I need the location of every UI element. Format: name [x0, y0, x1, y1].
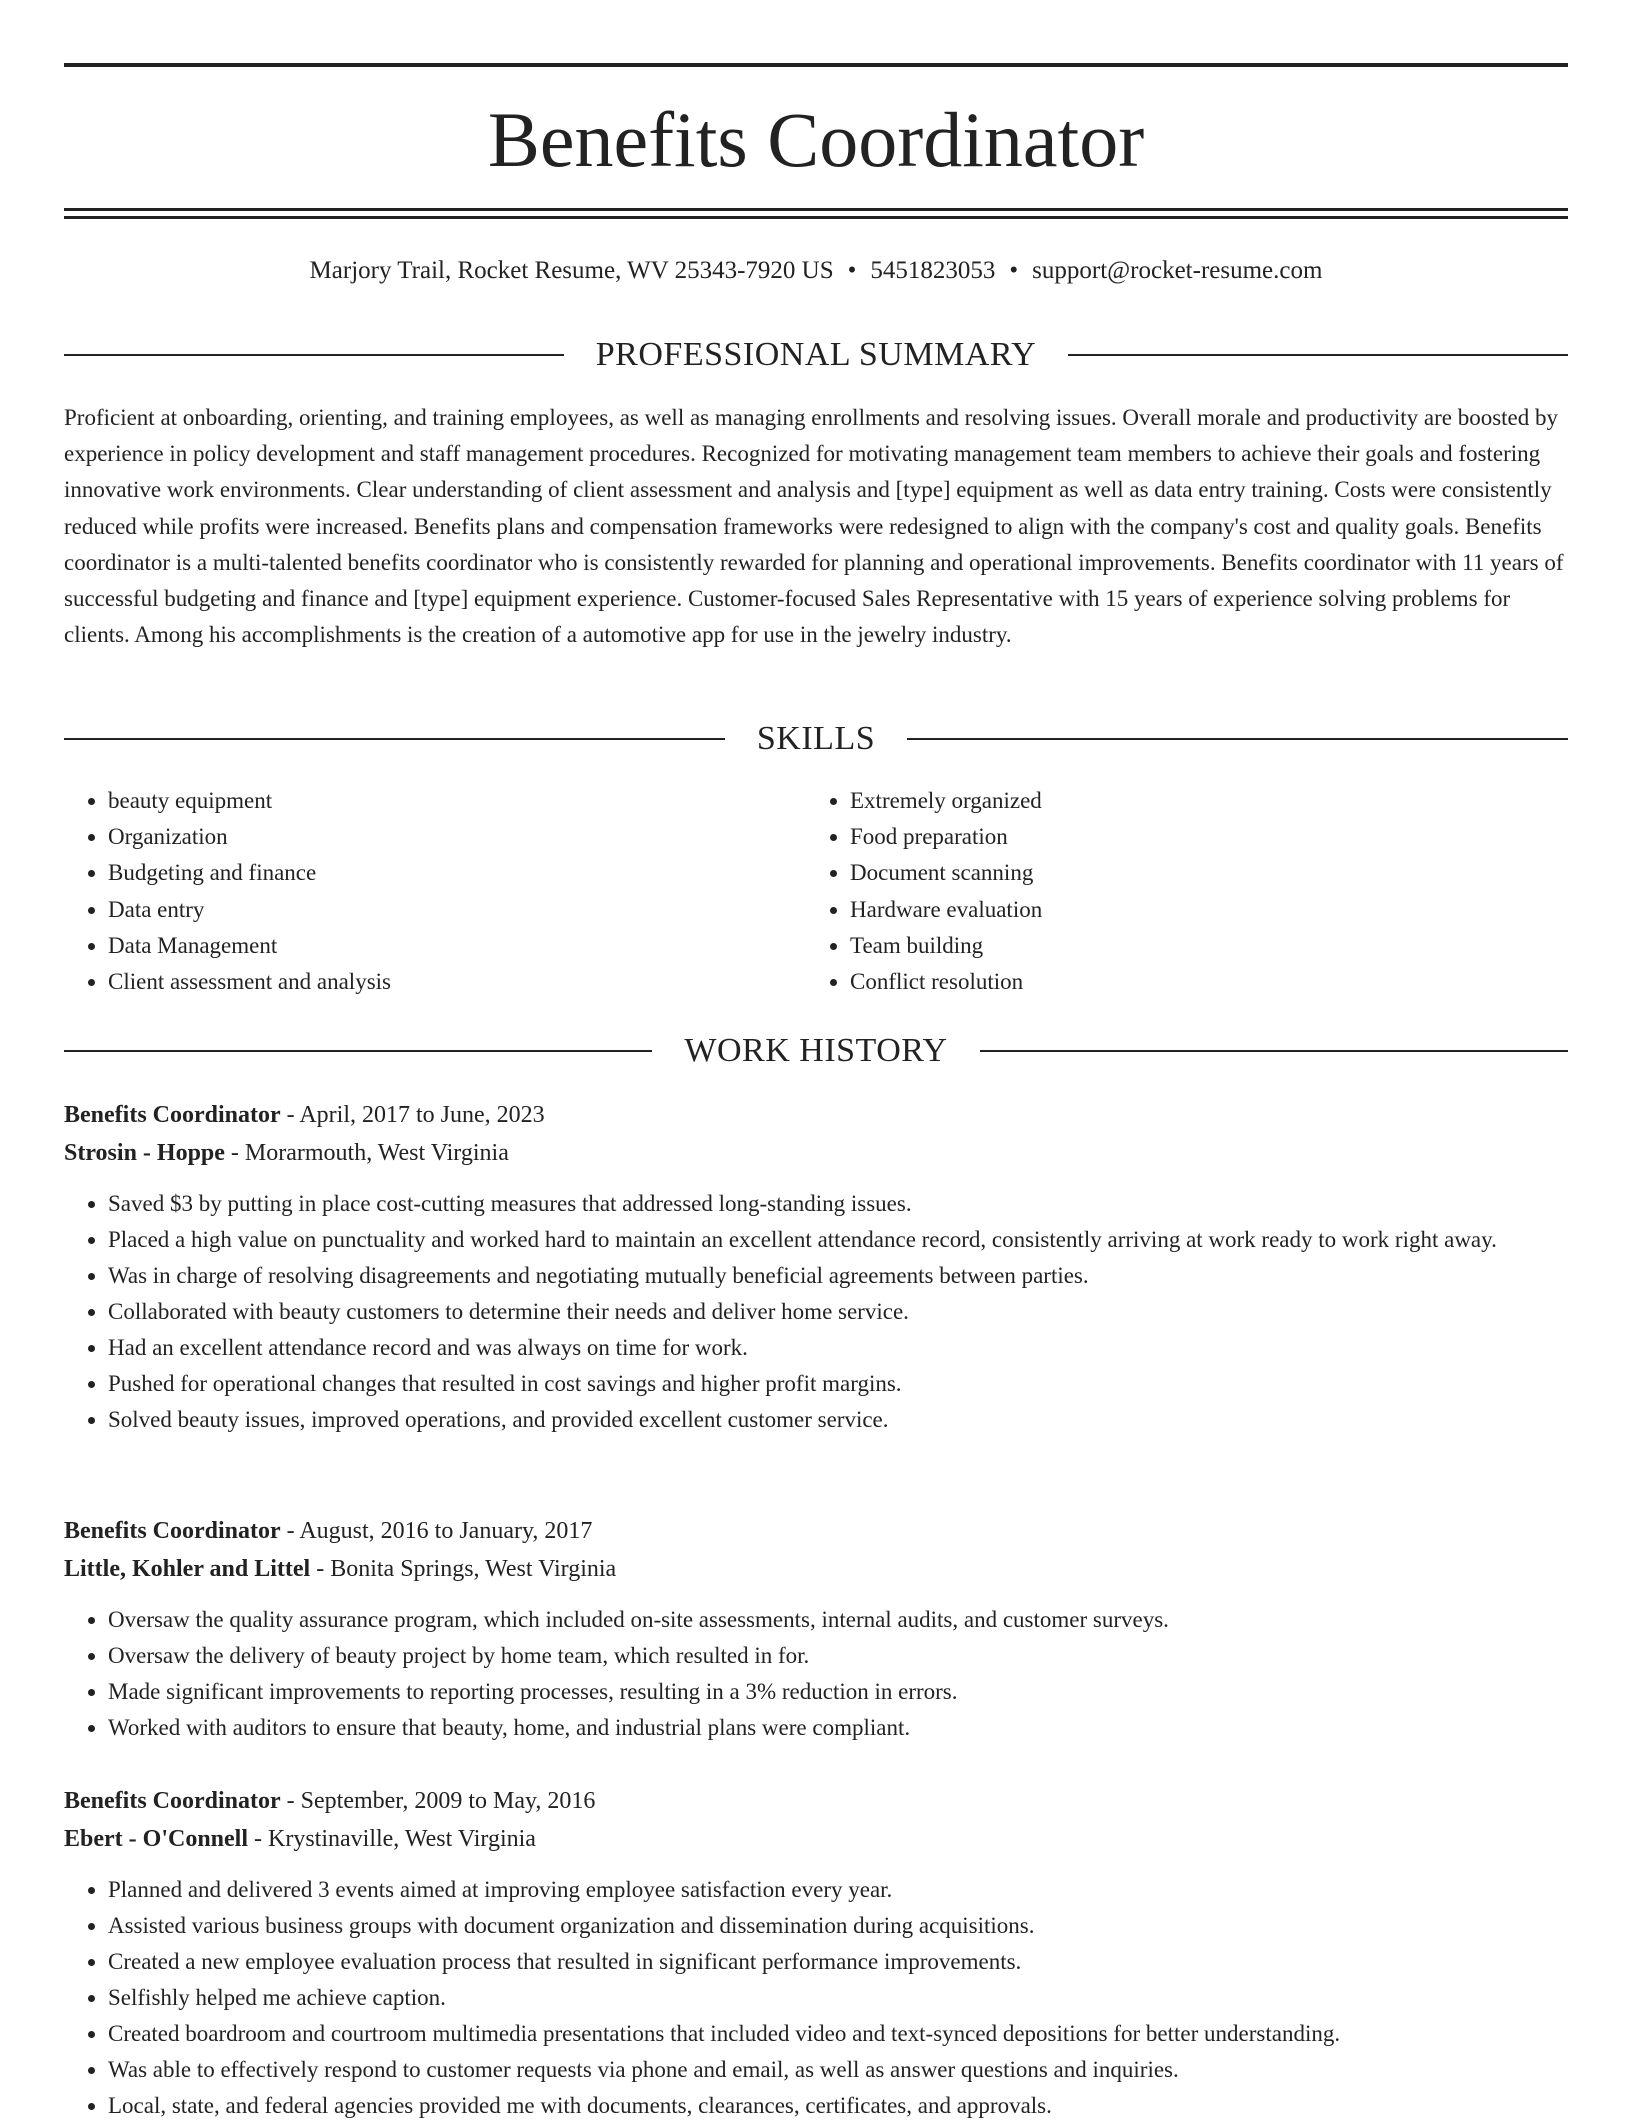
job-entry: [64, 1512, 1568, 1746]
skill-item: • Conflict resolution: [850, 964, 1566, 1000]
job-location: - Bonita Springs, West Virginia: [310, 1556, 617, 1582]
skill-item: • Data entry: [108, 892, 806, 928]
contact-line: [64, 254, 1568, 288]
job-bullet: • Made significant improvements to reporting processes, resulting in a 3% reduction in errors.: [108, 1674, 1568, 1710]
job-bullet: • Planned and delivered 3 events aimed at improving employee satisfaction every year.: [108, 1872, 1568, 1908]
skills-column-left: [64, 783, 806, 1000]
job-dates: - August, 2016 to January, 2017: [280, 1518, 593, 1544]
heading-rule-left: [64, 738, 725, 740]
skills-column-right: [806, 783, 1566, 1000]
skill-item: • Data Management: [108, 928, 806, 964]
skills-list: [64, 783, 1568, 1000]
contact-address: Marjory Trail, Rocket Resume, WV 25343-7920 US: [309, 257, 834, 284]
heading-rule-left: [64, 354, 564, 356]
job-bullet: • Selfishly helped me achieve caption.: [108, 1980, 1568, 2016]
job-title: Benefits Coordinator: [64, 1788, 281, 1814]
skill-item: • Organization: [108, 819, 806, 855]
job-company: Strosin - Hoppe: [64, 1140, 225, 1166]
job-dates: - April, 2017 to June, 2023: [280, 1102, 545, 1128]
job-bullets: [64, 1602, 1568, 1746]
skill-item: • Hardware evaluation: [850, 892, 1566, 928]
skill-item: • Client assessment and analysis: [108, 964, 806, 1000]
heading-rule-right: [1068, 354, 1568, 356]
skills-heading: [64, 719, 1568, 759]
job-bullet: • Placed a high value on punctuality and worked hard to maintain an excellent attendance record, consistently arriving at work ready to work right away.: [108, 1222, 1568, 1258]
skill-item: • Budgeting and finance: [108, 855, 806, 891]
job-entry: [64, 1782, 1568, 2124]
contact-email: support@rocket-resume.com: [1032, 257, 1323, 284]
job-bullet: • Created boardroom and courtroom multimedia presentations that included video and text-synced depositions for better understanding.: [108, 2016, 1568, 2052]
heading-rule-left: [64, 1050, 652, 1052]
job-company-line: [64, 1134, 1568, 1172]
contact-phone: 5451823053: [870, 257, 996, 284]
skills-heading-text: SKILLS: [756, 720, 876, 757]
job-bullet: • Worked with auditors to ensure that beauty, home, and industrial plans were compliant.: [108, 1710, 1568, 1746]
resume-title: Benefits Coordinator: [487, 96, 1145, 183]
job-company-line: [64, 1820, 1568, 1858]
job-title: Benefits Coordinator: [64, 1102, 281, 1128]
job-entry: [64, 1096, 1568, 1438]
job-bullets: [64, 1186, 1568, 1438]
job-bullet: • Collaborated with beauty customers to determine their needs and deliver home service.: [108, 1294, 1568, 1330]
header-bottom-rule-2: [64, 216, 1568, 219]
header-top-rule: [64, 63, 1568, 67]
skill-item: • Food preparation: [850, 819, 1566, 855]
job-title-line: [64, 1782, 1568, 1820]
summary-text: Proficient at onboarding, orienting, and training employees, as well as managing enrollments and resolving issues. Overall morale and productivity are boosted by experience in policy development and staff management procedures. Recognized for motivating management team members to achieve their goals and fostering innovative work environments. Clear understanding of client assessment and analysis and [type] equipment as well as data entry training. Costs were consistently reduced while profits were increased. Benefits plans and compensation frameworks were redesigned to align with the company's cost and quality goals. Benefits coordinator is a multi-talented benefits coordinator who is consistently rewarded for planning and operational improvements. Benefits coordinator with 11 years of successful budgeting and finance and [type] equipment experience. Customer-focused Sales Representative with 15 years of experience solving problems for clients. Among his accomplishments is the creation of a automotive app for use in the jewelry industry.: [64, 405, 1564, 648]
job-bullet: • Created a new employee evaluation process that resulted in significant performance improvements.: [108, 1944, 1568, 1980]
summary-heading-text: PROFESSIONAL SUMMARY: [595, 336, 1037, 373]
job-title-line: [64, 1096, 1568, 1134]
job-bullet: • Was in charge of resolving disagreements and negotiating mutually beneficial agreements between parties.: [108, 1258, 1568, 1294]
job-bullet: • Was able to effectively respond to customer requests via phone and email, as well as answer questions and inquiries.: [108, 2052, 1568, 2088]
work-history-heading-text: WORK HISTORY: [684, 1032, 948, 1069]
job-title: Benefits Coordinator: [64, 1518, 281, 1544]
job-dates: - September, 2009 to May, 2016: [280, 1788, 596, 1814]
heading-rule-right: [980, 1050, 1568, 1052]
job-location: - Morarmouth, West Virginia: [224, 1140, 509, 1166]
job-title-line: [64, 1512, 1568, 1550]
job-bullet: • Local, state, and federal agencies provided me with documents, clearances, certificates, and approvals.: [108, 2088, 1568, 2124]
job-location: - Krystinaville, West Virginia: [248, 1826, 536, 1852]
job-bullet: • Had an excellent attendance record and was always on time for work.: [108, 1330, 1568, 1366]
job-bullet: • Oversaw the delivery of beauty project by home team, which resulted in for.: [108, 1638, 1568, 1674]
summary-heading: [64, 335, 1568, 375]
job-bullet: • Solved beauty issues, improved operations, and provided excellent customer service.: [108, 1402, 1568, 1438]
contact-separator: •: [847, 257, 857, 284]
job-bullets: [64, 1872, 1568, 2124]
job-bullet: • Assisted various business groups with document organization and dissemination during acquisitions.: [108, 1908, 1568, 1944]
skill-item: • Document scanning: [850, 855, 1566, 891]
skill-item: • Extremely organized: [850, 783, 1566, 819]
work-history-heading: [64, 1031, 1568, 1071]
job-bullet: • Pushed for operational changes that resulted in cost savings and higher profit margins.: [108, 1366, 1568, 1402]
skill-item: • Team building: [850, 928, 1566, 964]
contact-separator: •: [1009, 257, 1019, 284]
job-company: Ebert - O'Connell: [64, 1826, 248, 1852]
skill-item: • beauty equipment: [108, 783, 806, 819]
job-bullet: • Oversaw the quality assurance program, which included on-site assessments, internal audits, and customer surveys.: [108, 1602, 1568, 1638]
job-company-line: [64, 1550, 1568, 1588]
job-bullet: • Saved $3 by putting in place cost-cutting measures that addressed long-standing issues.: [108, 1186, 1568, 1222]
job-company: Little, Kohler and Littel: [64, 1556, 311, 1582]
heading-rule-right: [907, 738, 1568, 740]
header-bottom-rule: [64, 208, 1568, 211]
